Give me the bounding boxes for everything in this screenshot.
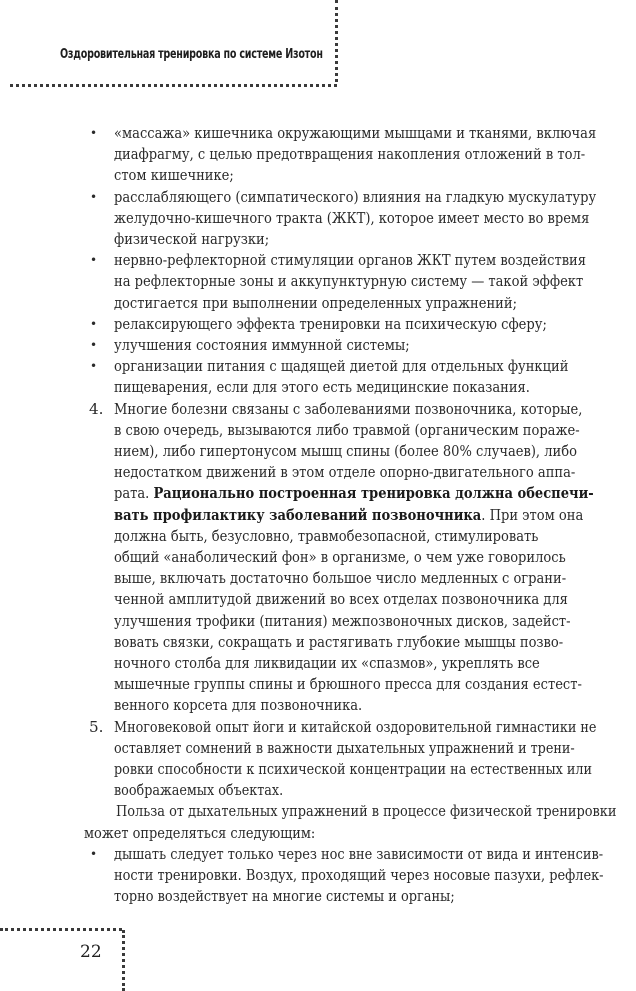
item5-line: воображаемых объектах. <box>114 781 284 800</box>
footer-rule-side <box>122 930 125 991</box>
bullet-text-line: пищеварения, если для этого есть медицинские показания. <box>114 378 530 397</box>
item4-line: Многие болезни связаны с заболеваниями позвоночника, которые, <box>114 399 583 418</box>
item4-line: выше, включать достаточно большое число медленных с ограни- <box>114 569 567 588</box>
item4-line: в свою очередь, вызываются либо травмой (органическим пораже- <box>114 420 580 439</box>
footer-rule-top <box>0 928 122 931</box>
bullet-text-line: дышать следует только через нос вне зависимости от вида и интенсив- <box>114 844 604 863</box>
list-number: 4. <box>89 399 104 418</box>
bullet-marker: • <box>90 189 98 204</box>
page-number: 22 <box>80 942 102 962</box>
paragraph-line: может определяться следующим: <box>84 823 316 842</box>
bullet-text-line: организации питания с щадящей диетой для отдельных функций <box>114 357 569 376</box>
item4-emphasis: вать профилактику заболеваний позвоночника <box>114 505 482 524</box>
item4-line: улучшения трофики (питания) межпозвоночных дисков, задейст- <box>114 611 571 630</box>
bullet-text-line: ности тренировки. Воздух, проходящий через носовые пазухи, рефлек- <box>114 866 604 884</box>
item4-line: общий «анаболический фон» в организме, о чем уже говорилось <box>114 548 566 566</box>
paragraph-line: Польза от дыхательных упражнений в процессе физической тренировки <box>116 802 617 821</box>
bullet-text-line: стом кишечнике; <box>114 166 234 185</box>
header-rule-bottom <box>10 84 337 87</box>
running-head: Оздоровительная тренировка по системе Изотон <box>60 47 323 62</box>
item5-line: оставляет сомнений в важности дыхательных упражнений и трени- <box>114 738 575 757</box>
bullet-text-line: желудочно-кишечного тракта (ЖКТ), которое имеет место во время <box>114 208 590 227</box>
bullet-marker: • <box>90 126 98 140</box>
header-rule-top <box>335 0 338 82</box>
bullet-marker: • <box>90 253 98 268</box>
bullet-text-line: на рефлекторные зоны и аккупунктурную систему — такой эффект <box>114 272 584 291</box>
item4-line <box>114 483 594 503</box>
bullet-text-line: «массажа» кишечника окружающими мышцами и тканями, включая <box>114 124 597 142</box>
bullet-marker: • <box>90 338 98 352</box>
item4-line <box>114 505 583 525</box>
item4-line: вовать связки, сокращать и растягивать глубокие мышцы позво- <box>114 632 564 651</box>
bullet-text-line: диафрагму, с целью предотвращения накопления отложений в тол- <box>114 145 586 164</box>
item4-line: нием), либо гипертонусом мышц спины (более 80% случаев), либо <box>114 442 577 460</box>
item4-text: рата. <box>114 484 154 503</box>
bullet-marker: • <box>90 846 98 861</box>
bullet-marker: • <box>90 316 98 331</box>
bullet-text-line: физической нагрузки; <box>114 230 270 248</box>
bullet-text-line: релаксирующего эффекта тренировки на психическую сферу; <box>114 314 547 333</box>
bullet-marker: • <box>90 359 98 374</box>
bullet-text-line: улучшения состояния иммунной системы; <box>114 336 410 354</box>
item4-line: мышечные группы спины и брюшного пресса для создания естест- <box>114 675 582 694</box>
list-number: 5. <box>89 717 104 736</box>
bullet-text-line: торно воздействует на многие системы и органы; <box>114 887 455 906</box>
item4-text: . При этом она <box>481 505 584 524</box>
item4-line: недостатком движений в этом отделе опорно-двигательного аппа- <box>114 463 576 482</box>
item4-emphasis: Рационально построенная тренировка должна обеспечи- <box>153 484 594 503</box>
item4-line: венного корсета для позвоночника. <box>114 696 363 715</box>
bullet-text-line: нервно-рефлекторной стимуляции органов ЖКТ путем воздействия <box>114 251 586 270</box>
bullet-text-line: расслабляющего (симпатического) влияния на гладкую мускулатуру <box>114 187 597 206</box>
item5-line: ровки способности к психической концентрации на естественных или <box>114 760 592 778</box>
item5-line: Многовековой опыт йоги и китайской оздоровительной гимнастики не <box>114 717 597 736</box>
item4-line: ченной амплитудой движений во всех отделах позвоночника для <box>114 590 568 609</box>
bullet-text-line: достигается при выполнении определенных упражнений; <box>114 293 517 312</box>
item4-line: ночного столба для ликвидации их «спазмов», укреплять все <box>114 654 540 672</box>
item4-line: должна быть, безусловно, травмобезопасной, стимулировать <box>114 526 539 545</box>
